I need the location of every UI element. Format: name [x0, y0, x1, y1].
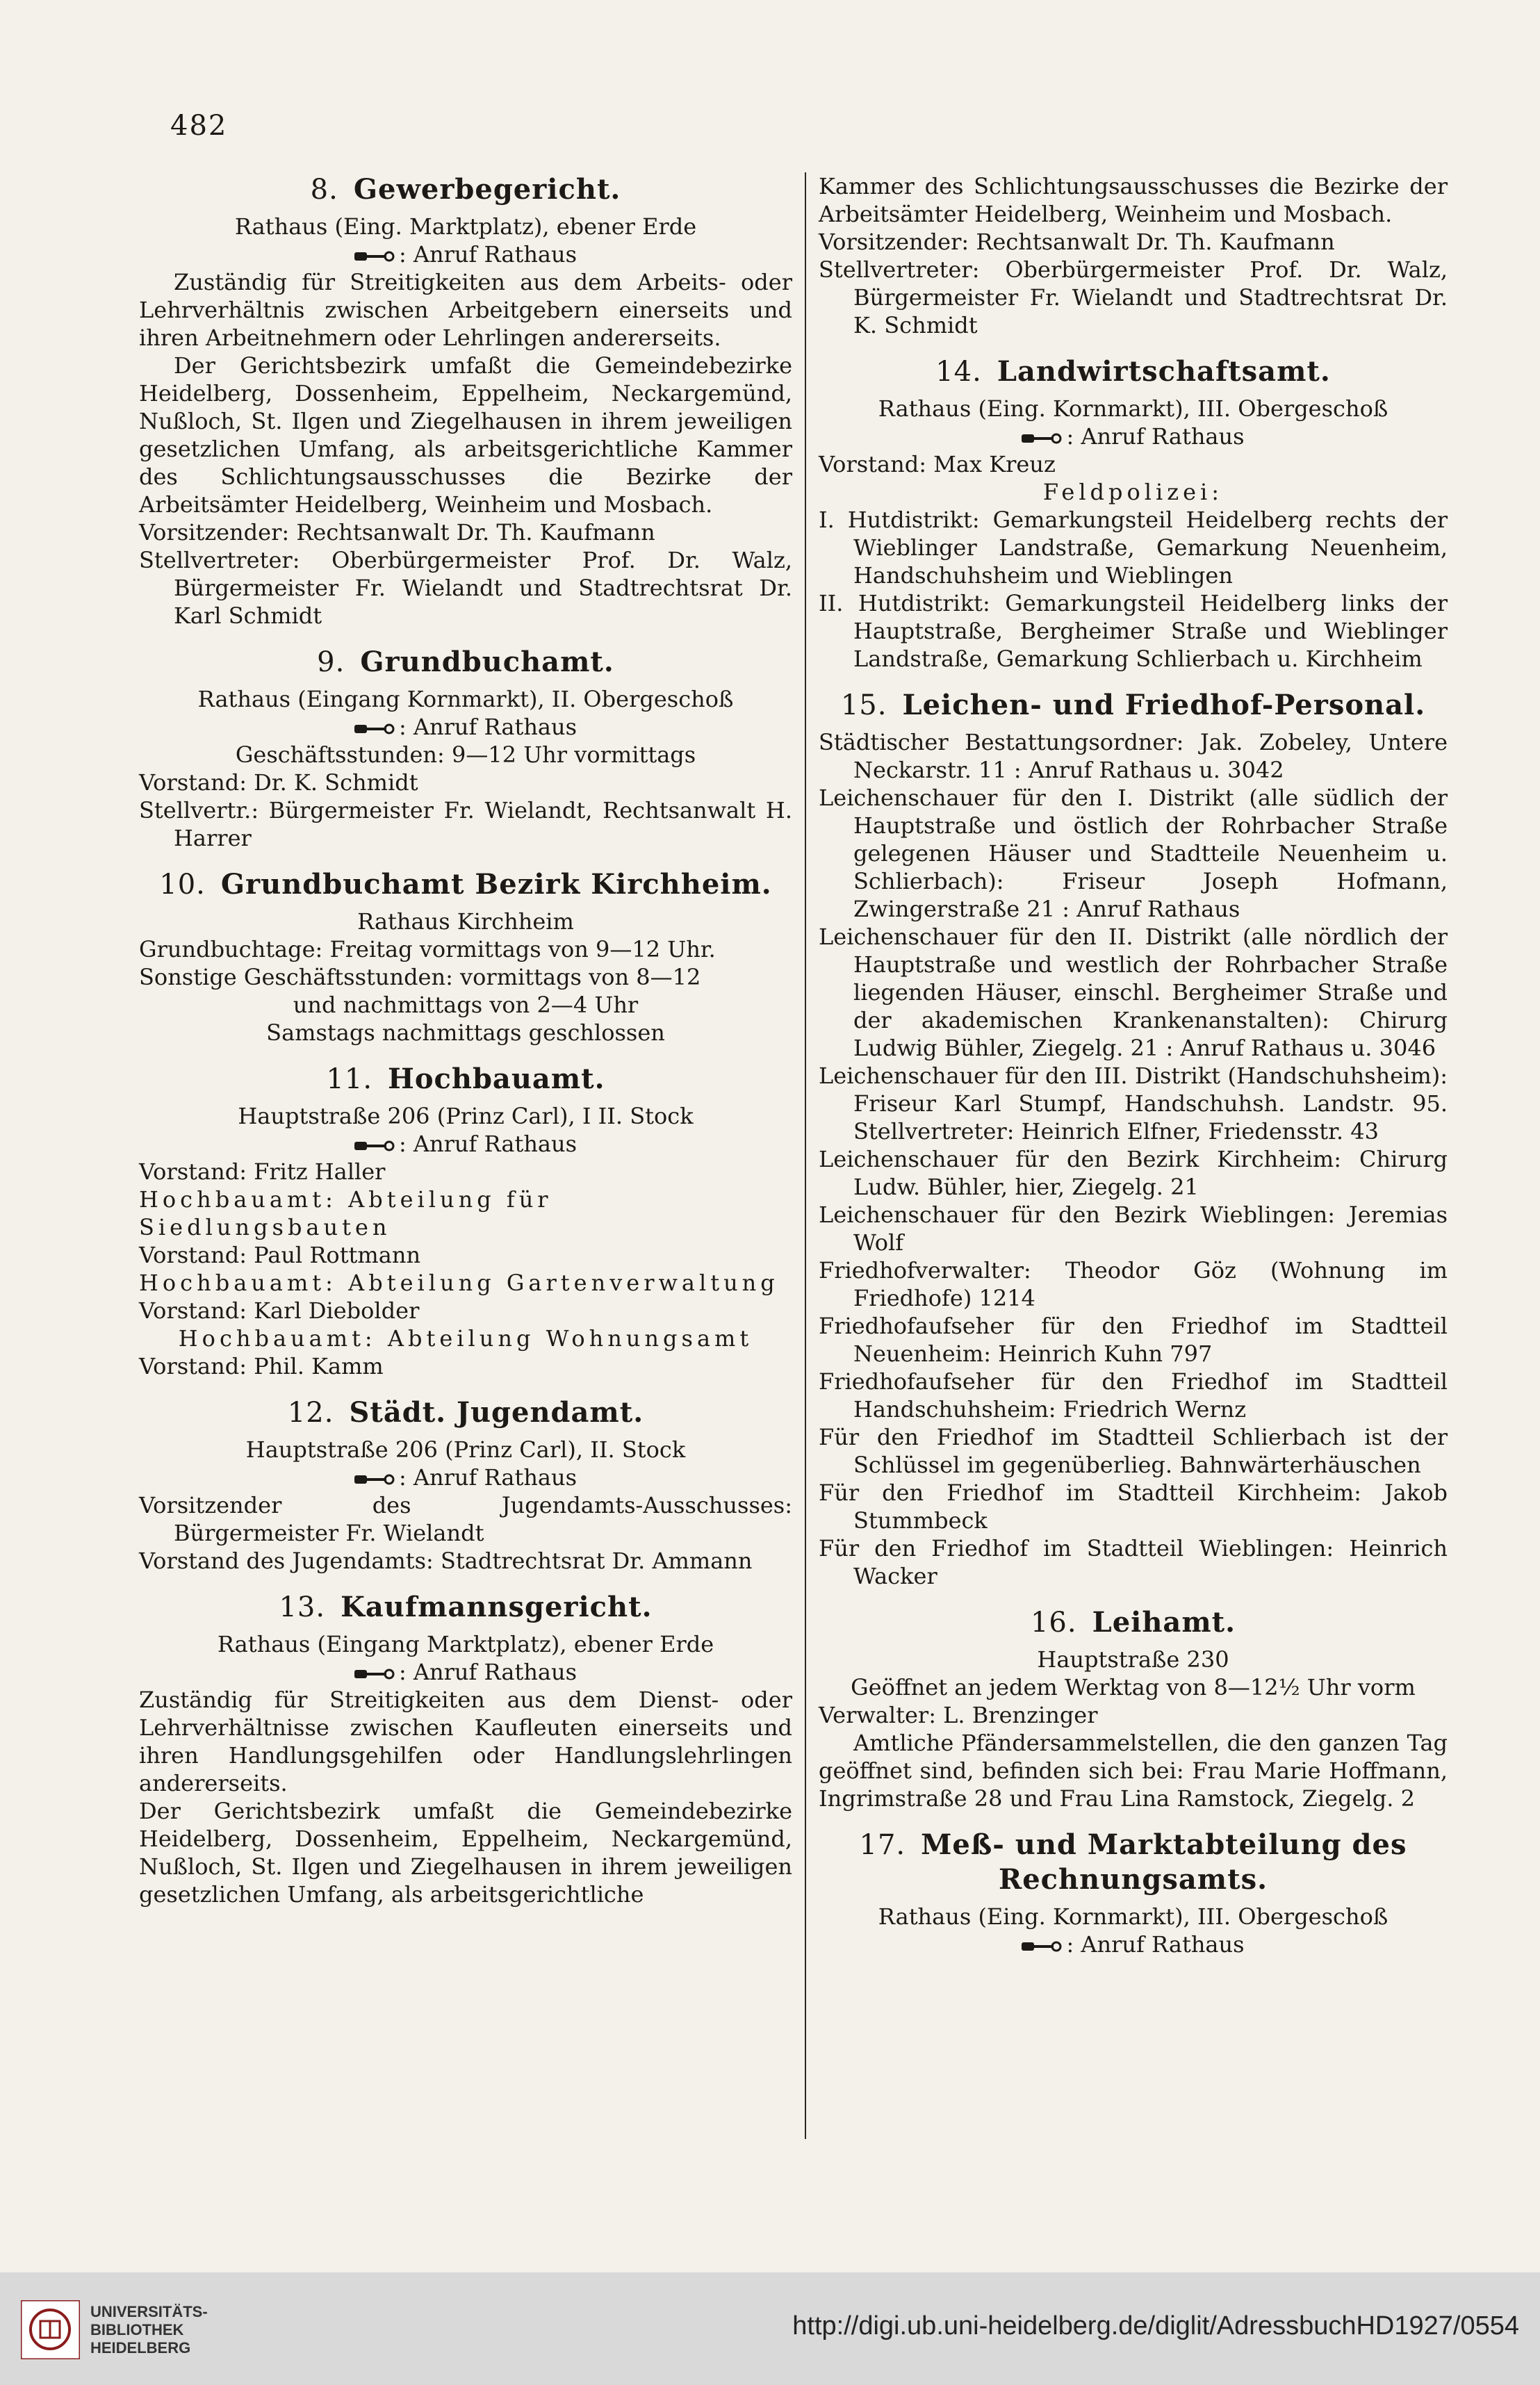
section-11-line: Vorstand: Phil. Kamm: [139, 1353, 384, 1379]
section-15-line: Städtischer Bestattungsordner: Jak. Zobeley, Untere Neckarstr. 11 : Anruf Rathaus u. 3042: [819, 729, 1448, 783]
section-15-line: Leichenschauer für den III. Distrikt (Handschuhsheim): Friseur Karl Stumpf, Handschuhsh. Landstr. 95. Stellvertreter: Heinrich Elfner, Friedensstr. 43: [819, 1063, 1448, 1145]
section-15-line: Leichenschauer für den Bezirk Wieblingen: Jeremias Wolf: [819, 1202, 1448, 1256]
section-11-line: Vorstand: Fritz Haller: [139, 1158, 386, 1185]
section-9-phone: : Anruf Rathaus: [139, 713, 792, 741]
telephone-icon: [1022, 1940, 1063, 1953]
section-14-title: 14. Landwirtschaftsamt.: [935, 355, 1331, 388]
section-8-address: Rathaus (Eing. Marktplatz), ebener Erde: [234, 213, 697, 240]
right-column: [819, 172, 1448, 2163]
section-11-title: 11. Hochbauamt.: [326, 1063, 605, 1095]
section-8-phone: : Anruf Rathaus: [139, 240, 792, 268]
library-logo-icon: [21, 2300, 80, 2359]
section-17-phone: : Anruf Rathaus: [819, 1931, 1448, 1958]
telephone-icon: [354, 249, 396, 263]
section-8-paragraph: Der Gerichtsbezirk umfaßt die Gemeindebezirke Heidelberg, Dossenheim, Eppelheim, Neckargemünd, Nußloch, St. Ilgen und Ziegelhausen in ihrem jeweiligen gesetzlichen Umfang, als arbeitsgerichtliche Kammer des Schlichtungsausschusses die Bezirke der Arbeitsämter Heidelberg, Weinheim und Mosbach.: [139, 352, 792, 518]
section-9-deputy: Stellvertr.: Bürgermeister Fr. Wielandt, Rechtsanwalt H. Harrer: [139, 797, 792, 851]
telephone-icon: [354, 1667, 396, 1681]
continued-deputy: Stellvertreter: Oberbürgermeister Prof. Dr. Walz, Bürgermeister Fr. Wielandt und Stadtrechtsrat Dr. K. Schmidt: [819, 256, 1448, 338]
section-16-title: 16. Leihamt.: [1030, 1606, 1236, 1639]
section-15-line: Friedhofaufseher für den Friedhof im Stadtteil Handschuhsheim: Friedrich Wernz: [819, 1368, 1448, 1423]
section-8-deputy: Stellvertreter: Oberbürgermeister Prof. Dr. Walz, Bürgermeister Fr. Wielandt und Stadtrechtsrat Dr. Karl Schmidt: [139, 547, 792, 629]
section-14-line: Vorstand: Max Kreuz: [819, 451, 1056, 477]
section-10-line: Samstags nachmittags geschlossen: [266, 1019, 665, 1046]
section-8-chair: Vorsitzender: Rechtsanwalt Dr. Th. Kaufmann: [139, 519, 655, 546]
continued-paragraph: Kammer des Schlichtungsausschusses die Bezirke der Arbeitsämter Heidelberg, Weinheim und Mosbach.: [819, 173, 1448, 227]
section-15-line: Friedhofverwalter: Theodor Göz (Wohnung im Friedhofe) 1214: [819, 1257, 1448, 1311]
telephone-icon: [1022, 432, 1063, 445]
section-10-address: Rathaus Kirchheim: [357, 908, 574, 935]
section-16-paragraph: Amtliche Pfändersammelstellen, die den ganzen Tag geöffnet sind, befinden sich bei: Frau Marie Hoffmann, Ingrimstraße 28 und Frau Lina Ramstock, Ziegelg. 2: [819, 1730, 1448, 1812]
library-footer: [0, 2272, 1540, 2385]
telephone-icon: [354, 1473, 396, 1486]
telephone-icon: [354, 722, 396, 736]
section-11-line: Hochbauamt: Abteilung Wohnungsamt: [178, 1325, 753, 1352]
section-14-line: I. Hutdistrikt: Gemarkungsteil Heidelberg rechts der Wieblinger Landstraße, Gemarkung Neuenheim, Handschuhsheim und Wieblingen: [819, 507, 1448, 589]
section-14-address: Rathaus (Eing. Kornmarkt), III. Obergeschoß: [878, 395, 1389, 422]
source-url-link[interactable]: http://digi.ub.uni-heidelberg.de/diglit/AdressbuchHD1927/0554: [792, 2311, 1519, 2341]
section-9-hours: Geschäftsstunden: 9—12 Uhr vormittags: [235, 741, 696, 768]
section-10-title: 10. Grundbuchamt Bezirk Kirchheim.: [159, 868, 772, 901]
section-13-address: Rathaus (Eingang Marktplatz), ebener Erde: [217, 1631, 714, 1657]
section-17-title: 17. Meß- und Marktabteilung des Rechnungsamts.: [859, 1828, 1407, 1896]
section-8-title: 8. Gewerbegericht.: [310, 173, 621, 206]
section-12-phone: : Anruf Rathaus: [139, 1464, 792, 1491]
section-16-line: Verwalter: L. Brenzinger: [819, 1702, 1098, 1728]
section-12-title: 12. Städt. Jugendamt.: [287, 1396, 644, 1429]
section-11-address: Hauptstraße 206 (Prinz Carl), I II. Stock: [238, 1103, 694, 1129]
section-11-line: Vorstand: Paul Rottmann: [139, 1242, 421, 1268]
section-15-line: Für den Friedhof im Stadtteil Kirchheim: Jakob Stummbeck: [819, 1480, 1448, 1534]
section-10-line: Sonstige Geschäftsstunden: vormittags von 8—12: [139, 964, 701, 990]
section-15-title: 15. Leichen- und Friedhof-Personal.: [840, 689, 1426, 721]
section-12-line: Vorsitzender des Jugendamts-Ausschusses: Bürgermeister Fr. Wielandt: [139, 1492, 792, 1546]
section-15-line: Für den Friedhof im Stadtteil Schlierbach ist der Schlüssel im gegenüberlieg. Bahnwärterhäuschen: [819, 1424, 1448, 1478]
section-11-line: Hochbauamt: Abteilung Gartenverwaltung: [139, 1270, 779, 1296]
library-name: UNIVERSITÄTS- BIBLIOTHEK HEIDELBERG: [90, 2303, 208, 2357]
section-14-phone: : Anruf Rathaus: [819, 423, 1448, 450]
section-8-paragraph: Zuständig für Streitigkeiten aus dem Arbeits- oder Lehrverhältnis zwischen Arbeitgebern einerseits und ihren Arbeitnehmern oder Lehrlingen andererseits.: [139, 269, 792, 351]
section-11-line: Vorstand: Karl Diebolder: [139, 1297, 420, 1324]
left-column: [139, 172, 792, 2163]
section-16-hours: Geöffnet an jedem Werktag von 8—12½ Uhr vorm: [851, 1674, 1416, 1700]
section-9-head: Vorstand: Dr. K. Schmidt: [139, 769, 418, 796]
page-number: 482: [170, 110, 228, 142]
section-15-line: Leichenschauer für den I. Distrikt (alle südlich der Hauptstraße und östlich der Rohrbacher Straße gelegenen Häuser und Stadtteile Neuenheim u. Schlierbach): Friseur Joseph Hofmann, Zwingerstraße 21 : Anruf Rathaus: [819, 785, 1448, 922]
section-10-line: und nachmittags von 2—4 Uhr: [293, 992, 639, 1018]
section-15-line: Friedhofaufseher für den Friedhof im Stadtteil Neuenheim: Heinrich Kuhn 797: [819, 1313, 1448, 1367]
section-11-phone: : Anruf Rathaus: [139, 1130, 792, 1158]
section-12-line: Vorstand des Jugendamts: Stadtrechtsrat Dr. Ammann: [139, 1548, 753, 1574]
section-15-line: Leichenschauer für den Bezirk Kirchheim: Chirurg Ludw. Bühler, hier, Ziegelg. 21: [819, 1146, 1448, 1200]
section-13-paragraph: Zuständig für Streitigkeiten aus dem Dienst- oder Lehrverhältnisse zwischen Kaufleuten einerseits und ihren Handlungsgehilfen oder Handlungslehrlingen andererseits.: [139, 1687, 792, 1796]
section-14-subheading: Feldpolizei:: [1042, 479, 1224, 505]
section-11-line: Hochbauamt: Abteilung für Siedlungsbauten: [139, 1186, 552, 1240]
continued-chair: Vorsitzender: Rechtsanwalt Dr. Th. Kaufmann: [819, 229, 1335, 255]
section-13-phone: : Anruf Rathaus: [139, 1658, 792, 1686]
section-13-title: 13. Kaufmannsgericht.: [279, 1591, 653, 1623]
section-17-address: Rathaus (Eing. Kornmarkt), III. Obergeschoß: [878, 1903, 1389, 1930]
section-15-line: Für den Friedhof im Stadtteil Wieblingen: Heinrich Wacker: [819, 1535, 1448, 1589]
section-14-line: II. Hutdistrikt: Gemarkungsteil Heidelberg links der Hauptstraße, Bergheimer Straße und Wieblinger Landstraße, Gemarkung Schlierbach u. Kirchheim: [819, 590, 1448, 672]
telephone-icon: [354, 1139, 396, 1153]
section-9-title: 9. Grundbuchamt.: [317, 646, 614, 678]
section-10-line: Grundbuchtage: Freitag vormittags von 9—12 Uhr.: [139, 936, 716, 962]
section-13-paragraph: Der Gerichtsbezirk umfaßt die Gemeindebezirke Heidelberg, Dossenheim, Eppelheim, Neckargemünd, Nußloch, St. Ilgen und Ziegelhausen in ihrem jeweiligen gesetzlichen Umfang, als arbeitsgerichtliche: [139, 1798, 792, 1908]
section-9-address: Rathaus (Eingang Kornmarkt), II. Obergeschoß: [197, 686, 734, 712]
section-12-address: Hauptstraße 206 (Prinz Carl), II. Stock: [245, 1436, 686, 1463]
section-16-address: Hauptstraße 230: [1037, 1646, 1229, 1673]
column-divider: [805, 172, 806, 2139]
section-15-line: Leichenschauer für den II. Distrikt (alle nördlich der Hauptstraße und westlich der Rohrbacher Straße liegenden Häuser, einschl. Bergheimer Straße und der akademischen Krankenanstalten): Chirurg Ludwig Bühler, Ziegelg. 21 : Anruf Rathaus u. 3046: [819, 924, 1448, 1061]
